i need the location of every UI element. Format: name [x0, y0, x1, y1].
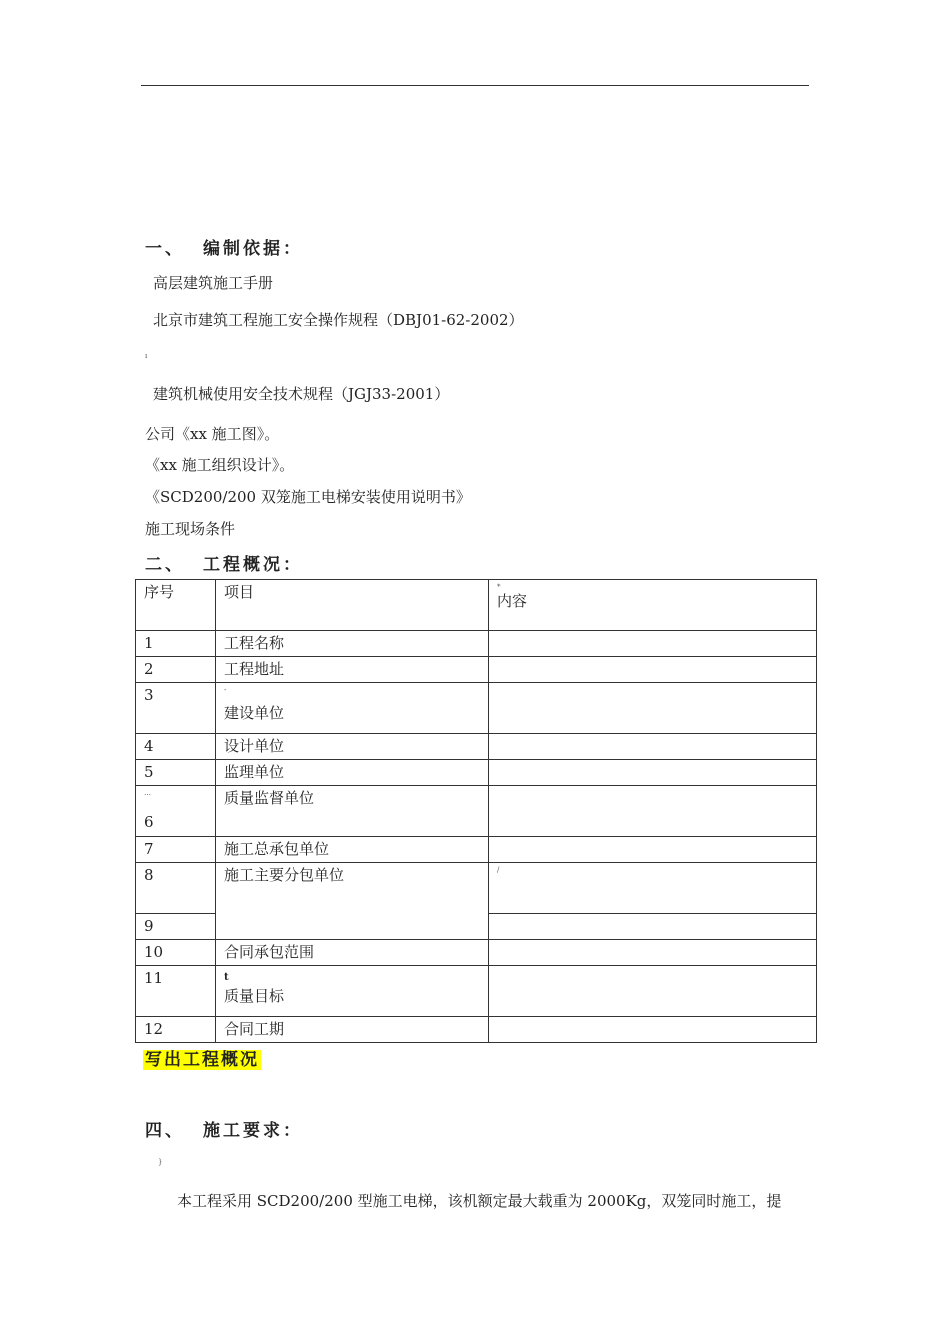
row-content — [489, 914, 817, 940]
section-number: 二、 — [145, 555, 185, 575]
section-heading-basis — [145, 234, 303, 259]
row-item: 合同承包范围 — [216, 940, 489, 966]
row-content — [489, 657, 817, 683]
row-no: 11 — [136, 966, 216, 1017]
stray-mark: } — [158, 1158, 163, 1166]
basis-item-3: 建筑机械使用安全技术规程（JGJ33-2001） — [153, 385, 450, 403]
row-content — [489, 631, 817, 657]
row-no: 3 — [136, 683, 216, 734]
section-number: 一、 — [145, 239, 185, 259]
highlighted-instruction — [143, 1045, 261, 1070]
section-title: 施工要求： — [203, 1121, 303, 1141]
row-no-cell — [136, 786, 216, 837]
row-item: 工程地址 — [216, 657, 489, 683]
table-row — [136, 863, 817, 914]
row-content — [489, 837, 817, 863]
table-row — [136, 657, 817, 683]
row-no: 12 — [136, 1017, 216, 1043]
row-item: 监理单位 — [216, 760, 489, 786]
row-no: 9 — [136, 914, 216, 940]
row-no: 6 — [144, 813, 154, 831]
table-row — [136, 760, 817, 786]
row-item: 设计单位 — [216, 734, 489, 760]
row-no: 1 — [136, 631, 216, 657]
cell-mark: … — [144, 789, 151, 797]
header-rule — [141, 85, 809, 86]
table-row — [136, 734, 817, 760]
row-item: 施工总承包单位 — [216, 837, 489, 863]
row-no: 7 — [136, 837, 216, 863]
table-row — [136, 786, 817, 837]
header-content — [489, 580, 817, 631]
row-item-cell — [216, 966, 489, 1017]
row-content-cell — [489, 863, 817, 914]
row-no: 2 — [136, 657, 216, 683]
row-content — [489, 1017, 817, 1043]
row-item: 工程名称 — [216, 631, 489, 657]
row-content — [489, 966, 817, 1017]
row-item-cell — [216, 683, 489, 734]
basis-item-7: 施工现场条件 — [145, 520, 236, 538]
section-heading-overview — [145, 550, 303, 575]
row-content — [489, 683, 817, 734]
table-row — [136, 940, 817, 966]
stray-mark: ı — [145, 352, 148, 360]
row-item: 质量监督单位 — [216, 786, 489, 837]
basis-item-4: 公司《xx 施工图》。 — [145, 425, 280, 443]
row-item: 合同工期 — [216, 1017, 489, 1043]
table-row — [136, 683, 817, 734]
header-no: 序号 — [136, 580, 216, 631]
section-number: 四、 — [145, 1121, 185, 1141]
row-no: 8 — [136, 863, 216, 914]
cell-mark: * — [497, 583, 501, 591]
section-heading-requirements — [145, 1116, 303, 1141]
table-header-row — [136, 580, 817, 631]
project-overview-table — [135, 579, 817, 1043]
section-title: 编制依据： — [203, 239, 303, 259]
requirements-body: 本工程采用 SCD200/200 型施工电梯，该机额定最大载重为 2000Kg，双笼同时施工，提 — [177, 1192, 782, 1210]
table-row — [136, 631, 817, 657]
basis-item-2: 北京市建筑工程施工安全操作规程（DBJ01-62-2002） — [153, 311, 524, 329]
table-row — [136, 1017, 817, 1043]
row-item: 建设单位 — [224, 704, 285, 722]
row-item: 质量目标 — [224, 987, 285, 1005]
cell-mark: t — [224, 972, 229, 983]
row-content — [489, 940, 817, 966]
table-row — [136, 837, 817, 863]
basis-item-5: 《xx 施工组织设计》。 — [145, 456, 295, 474]
cell-mark: - — [224, 686, 227, 694]
basis-item-6: 《SCD200/200 双笼施工电梯安装使用说明书》 — [145, 488, 471, 506]
table-row — [136, 966, 817, 1017]
row-no: 5 — [136, 760, 216, 786]
highlight-text: 写出工程概况 — [145, 1050, 259, 1070]
row-content — [489, 760, 817, 786]
section-title: 工程概况： — [203, 555, 303, 575]
header-content-label: 内容 — [497, 592, 528, 610]
header-item: 项目 — [216, 580, 489, 631]
row-content — [489, 734, 817, 760]
row-item: 施工主要分包单位 — [216, 863, 489, 940]
row-no: 10 — [136, 940, 216, 966]
row-content — [489, 786, 817, 837]
basis-item-1: 高层建筑施工手册 — [153, 274, 274, 292]
cell-mark: / — [497, 866, 500, 874]
row-no: 4 — [136, 734, 216, 760]
